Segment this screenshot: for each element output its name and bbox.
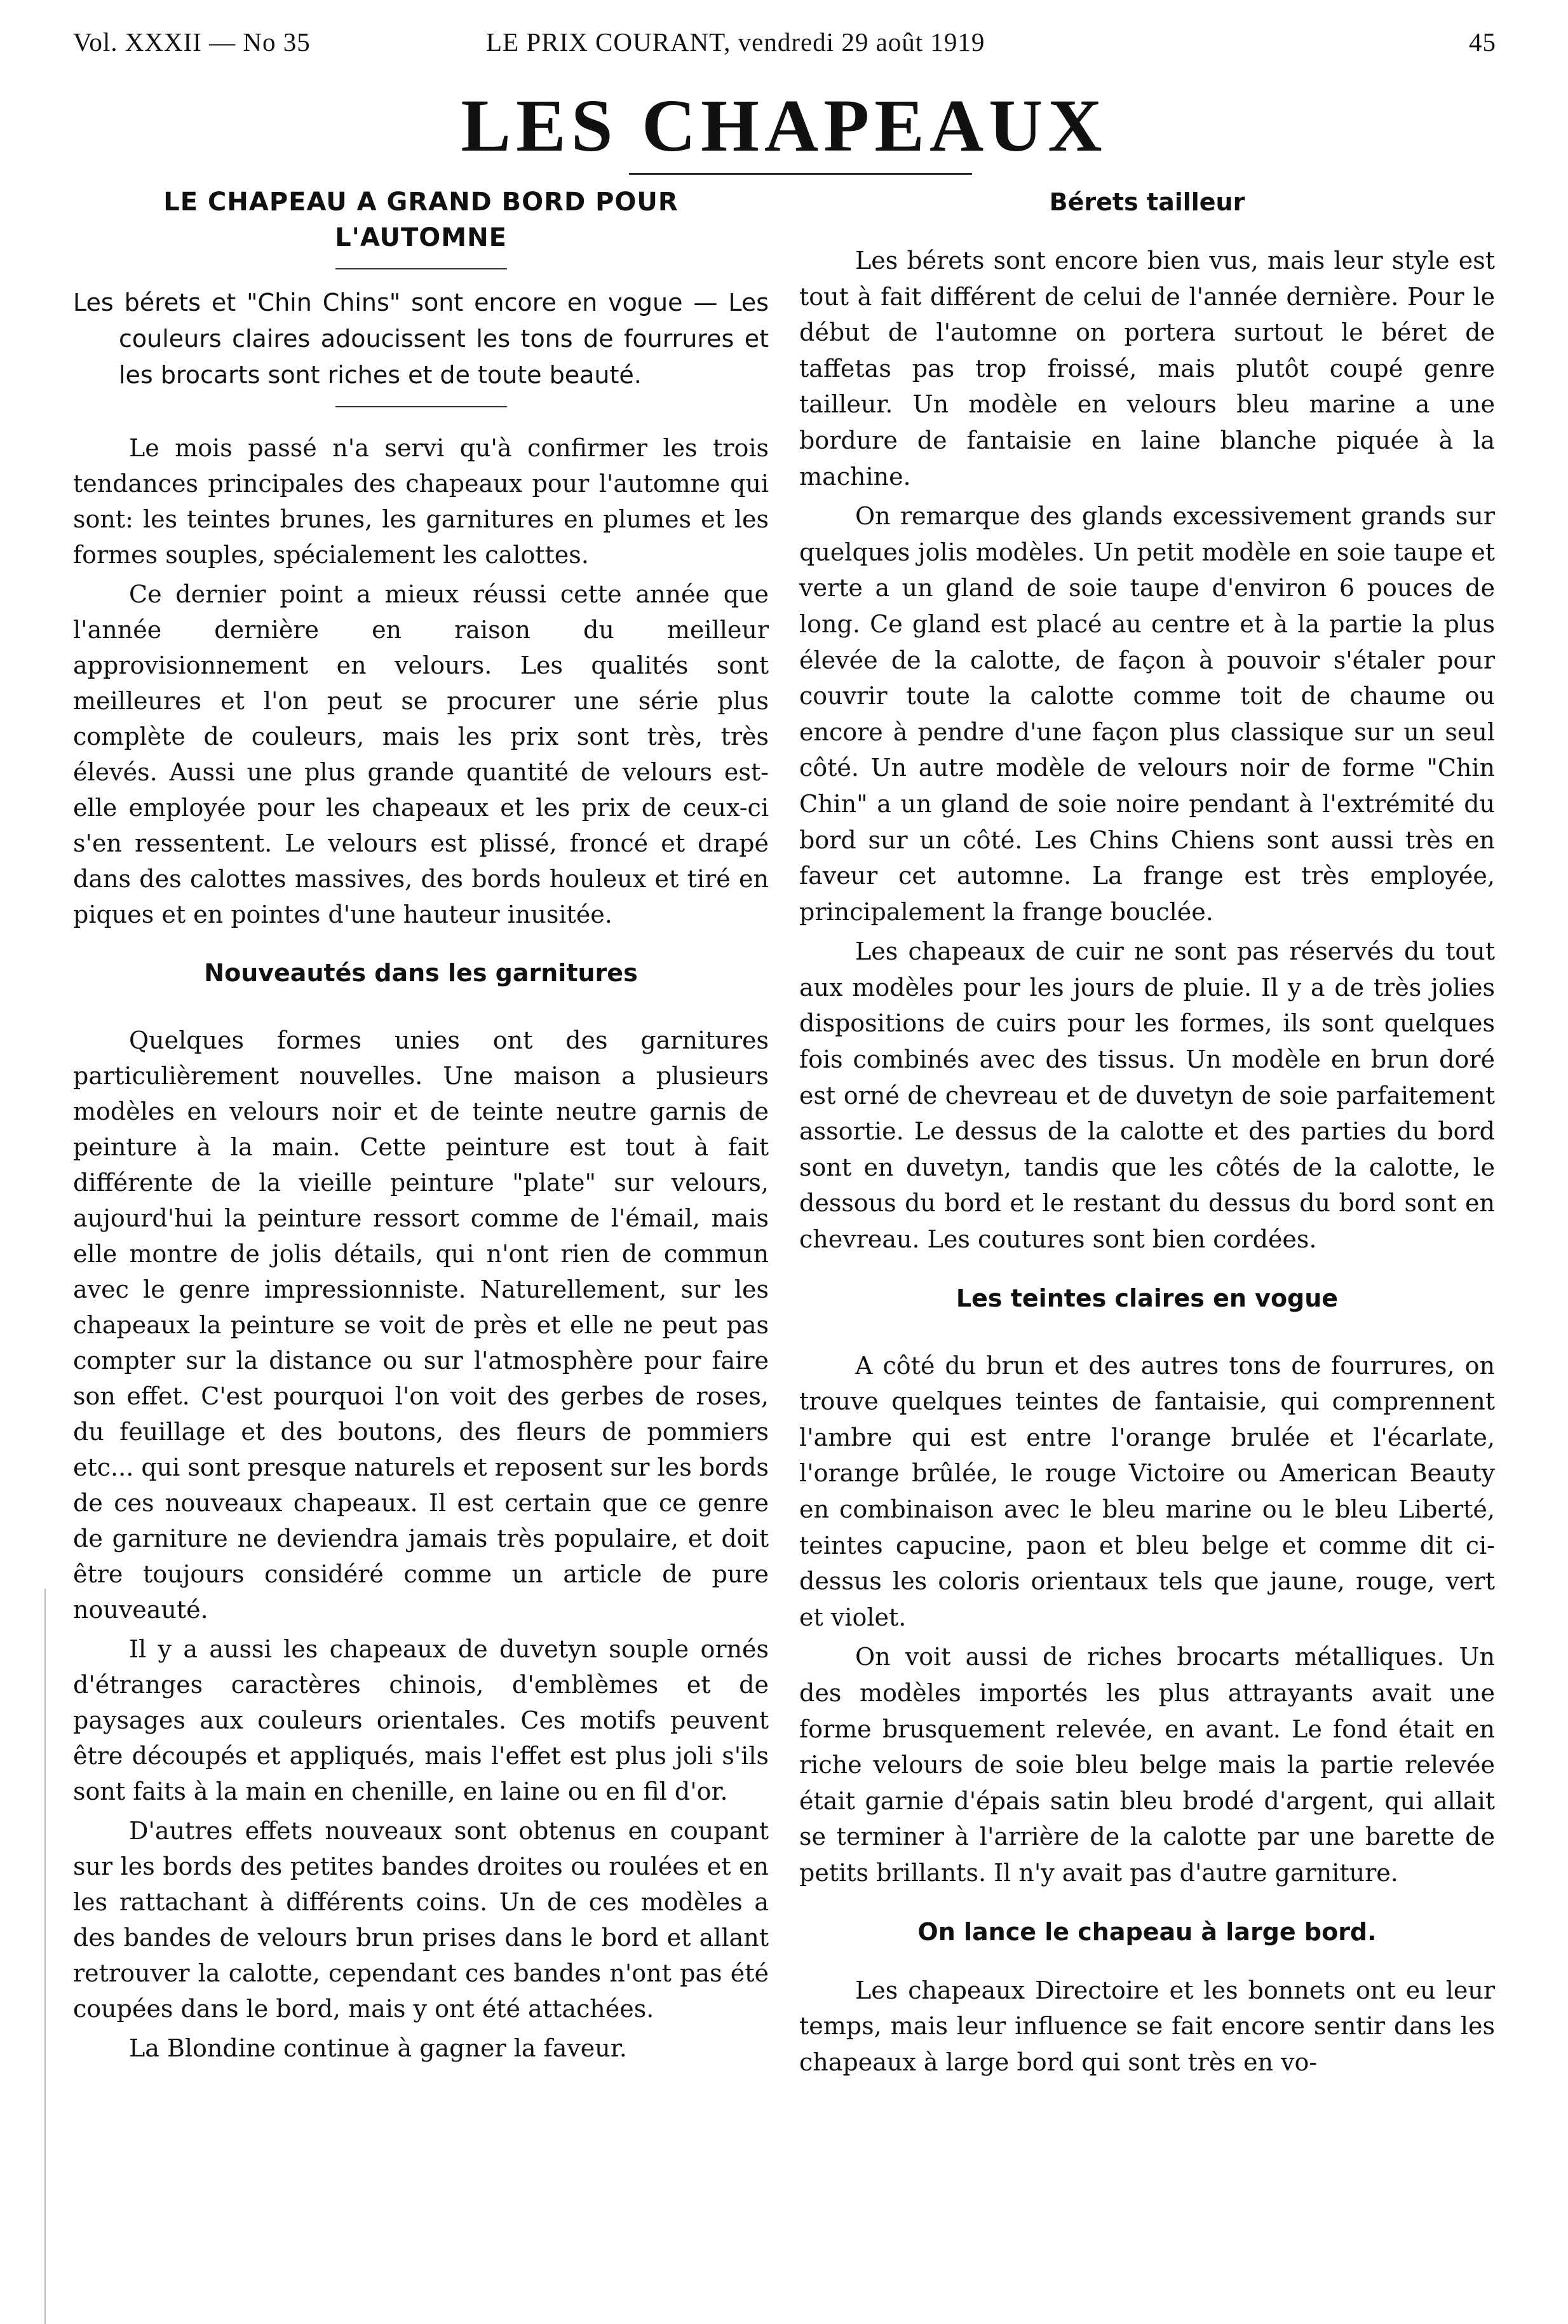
paragraph: A côté du brun et des autres tons de fourrures, on trouve quelques teintes de fantaisie, qui comprennent l'ambre qui est entre l'orange brulée et l'écarlate, l'orange brûlée, le rouge Victoire ou American Beauty en combinaison avec le bleu marine ou le bleu Liberté, teintes capucine, paon et bleu belge et comme dit ci-dessus les coloris orientaux tels que jaune, rouge, vert et violet. [799, 1351, 1495, 1631]
publication-date: LE PRIX COURANT, vendredi 29 août 1919 [486, 27, 985, 57]
left-column [73, 184, 769, 2066]
paragraph: La Blondine continue à gagner la faveur. [129, 2034, 627, 2062]
subheading: Bérets tailleur [1049, 188, 1245, 216]
divider [335, 268, 507, 269]
article-lede: Les bérets et "Chin Chins" sont encore en vogue — Les couleurs claires adoucissent les tons de fourrures et les brocarts sont riches et de toute beauté. [73, 289, 769, 389]
paragraph: Le mois passé n'a servi qu'à confirmer les trois tendances principales des chapeaux pour l'automne qui sont: les teintes brunes, les garnitures en plumes et les formes souples, spécialement les calottes. [73, 434, 769, 569]
paragraph: Quelques formes unies ont des garnitures particulièrement nouvelles. Une maison a plusieurs modèles en velours noir et de teinte neutre garnis de peinture à la main. Cette peinture est tout à fait différente de la vieille peinture "plate" sur velours, aujourd'hui la peinture ressort comme de l'émail, mais elle montre de jolis détails, qui n'ont rien de commun avec le genre impressionniste. Naturellement, sur les chapeaux la peinture se voit de près et elle ne peut pas compter sur la distance ou sur l'atmosphère pour faire son effet. C'est pourquoi l'on voit des gerbes de roses, du feuillage et des boutons, des fleurs de pommiers etc... qui sont presque naturels et reposent sur les bords de ces nouveaux chapeaux. Il est certain que ce genre de garniture ne deviendra jamais très populaire, et doit être toujours considéré comme un article de pure nouveauté. [73, 1026, 769, 1624]
paragraph: Les chapeaux de cuir ne sont pas réservés du tout aux modèles pour les jours de pluie. Il y a de très jolies dispositions de cuirs pour les formes, ils sont quelques fois combinés avec des tissus. Un modèle en brun doré est orné de chevreau et de duvetyn de soie parfaitement assortie. Le dessus de la calotte et des parties du bord sont en duvetyn, tandis que les côtés de la calotte, le dessous du bord et le restant du dessus du bord sont en chevreau. Les coutures sont bien cordées. [799, 937, 1495, 1254]
article-headline: LE CHAPEAU A GRAND BORD POUR L'AUTOMNE [163, 187, 679, 252]
right-column [799, 184, 1495, 2080]
paragraph: Il y a aussi les chapeaux de duvetyn souple ornés d'étranges caractères chinois, d'emblèmes et de paysages aux couleurs orientales. Ces motifs peuvent être découpés et appliqués, mais l'effet est plus joli s'ils sont faits à la main en chenille, en laine ou en fil d'or. [73, 1635, 769, 1805]
running-header [73, 27, 1496, 65]
paragraph: Les bérets sont encore bien vus, mais leur style est tout à fait différent de celui de l'année dernière. Pour le début de l'automne on portera surtout le béret de taffetas pas trop froissé, mais plutôt coupé genre tailleur. Un modèle en velours bleu marine a une bordure de fantaisie en laine blanche piquée à la machine. [799, 247, 1495, 491]
subheading: On lance le chapeau à large bord. [917, 1917, 1377, 1946]
paragraph: D'autres effets nouveaux sont obtenus en coupant sur les bords des petites bandes droites ou roulées et en les rattachant à différents coins. Un de ces modèles a des bandes de velours brun prises dans le bord et allant retrouver la calotte, cependant ces bandes n'ont pas été coupées dans le bord, mais y ont été attachées. [73, 1817, 769, 2023]
scan-edge [44, 1589, 46, 2324]
subheading: Nouveautés dans les garnitures [204, 959, 638, 987]
title-rule [629, 173, 972, 175]
section-title: LES CHAPEAUX [461, 84, 1107, 167]
page-number: 45 [1469, 27, 1496, 57]
paragraph: On remarque des glands excessivement grands sur quelques jolis modèles. Un petit modèle en soie taupe et verte a un gland de soie taupe d'environ 6 pouces de long. Ce gland est placé au centre et à la partie la plus élevée de la calotte, de façon à pouvoir s'étaler pour couvrir toute la calotte comme toit de chaume ou encore à pendre d'une façon plus classique sur un seul côté. Un autre modèle de velours noir de forme "Chin Chin" a un gland de soie noire pendant à l'extrémité du bord sur un côté. Les Chins Chiens sont aussi très en faveur cet automne. La frange est très employée, principalement la frange bouclée. [799, 502, 1495, 926]
paragraph: On voit aussi de riches brocarts métalliques. Un des modèles importés les plus attrayants avait une forme brusquement relevée, en avant. Le fond était en riche velours de soie bleu belge mais la partie relevée était garnie d'épais satin bleu brodé d'argent, qui allait se terminer à l'arrière de la calotte par une barette de petits brillants. Il n'y avait pas d'autre garniture. [799, 1643, 1495, 1887]
paragraph: Les chapeaux Directoire et les bonnets ont eu leur temps, mais leur influence se fait encore sentir dans les chapeaux à large bord qui sont très en vo- [799, 1976, 1495, 2076]
paragraph: Ce dernier point a mieux réussi cette année que l'année dernière en raison du meilleur approvisionnement en velours. Les qualités sont meilleures et l'on peut se procurer une série plus complète de couleurs, mais les prix sont très, très élevés. Aussi une plus grande quantité de velours est-elle employée pour les chapeaux et les prix de ceux-ci s'en ressentent. Le velours est plissé, froncé et drapé dans des calottes massives, des bords houleux et tiré en piques et en pointes d'une hauteur inusitée. [73, 580, 769, 928]
volume-number: Vol. XXXII — No 35 [73, 27, 311, 57]
subheading: Les teintes claires en vogue [956, 1284, 1339, 1312]
